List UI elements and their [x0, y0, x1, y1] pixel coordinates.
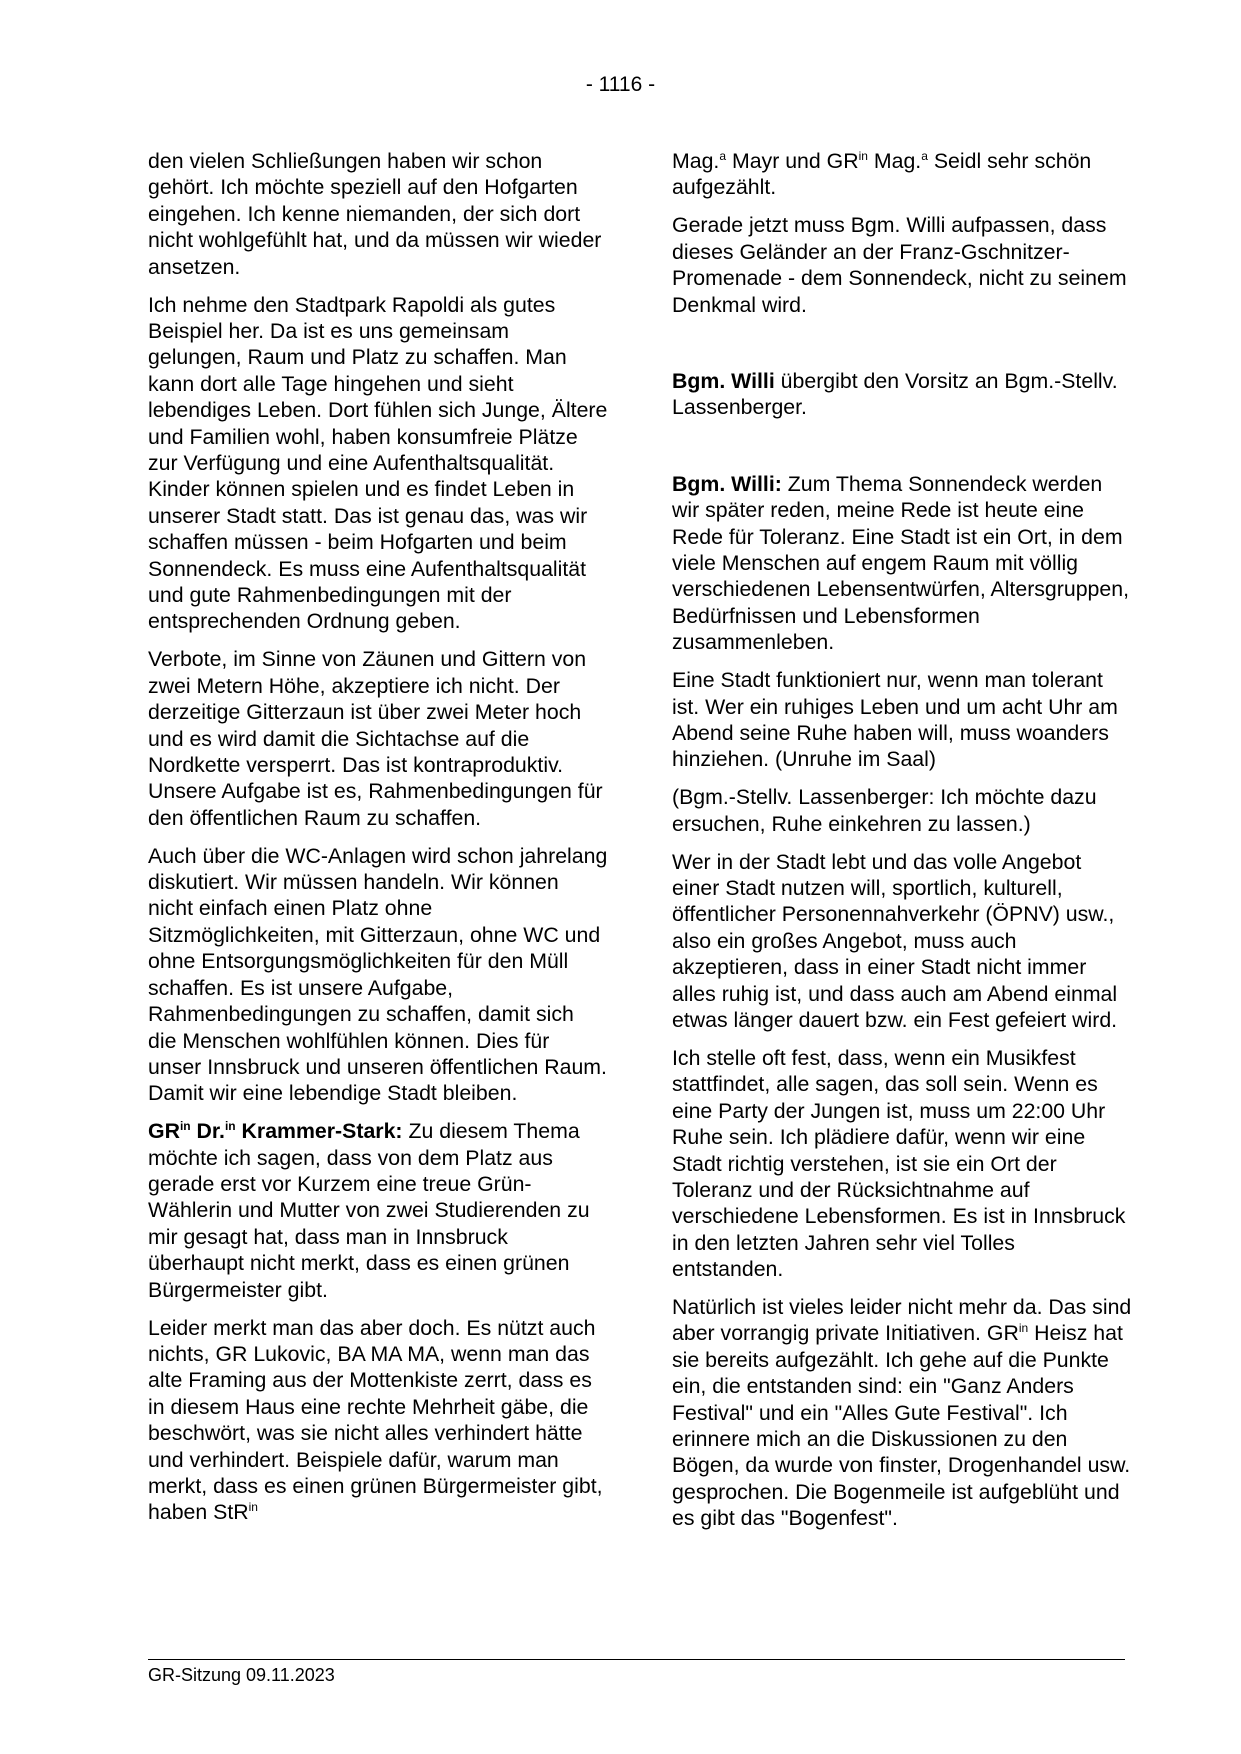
paragraph: Auch über die WC-Anlagen wird schon jahrelang diskutiert. Wir müssen handeln. Wir können nicht einfach einen Platz ohne Sitzmöglichkeiten, mit Gitterzaun, ohne WC und ohne Entsorgungsmöglichkeiten für den Müll schaffen. Es ist unsere Aufgabe, Rahmenbedingungen zu schaffen, damit sich die Menschen wohlfühlen können. Dies für unser Innsbruck und unseren öffentlichen Raum. Damit wir eine lebendige Stadt bleiben. — [148, 843, 608, 1106]
speech-text: Zum Thema Sonnendeck werden wir später reden, meine Rede ist heute eine Rede für Toleranz. Eine Stadt ist ein Ort, in dem viele Menschen auf engem Raum mit völlig verschiedenen Lebensentwürfen, Altersgruppen, Bedürfnissen und Lebensformen zusammenleben. — [672, 471, 1130, 655]
paragraph: Natürlich ist vieles leider nicht mehr da. Das sind aber vorrangig private Initiativen. $GR^{in}$ Heisz hat sie bereits aufgezählt. Ich gehe auf die Punkte ein, die entstanden sind: ein "Ganz Anders Festival" und ein "Alles Gute Festival". Ich erinnere mich an die Diskussionen zu den Bögen, da wurde von finster, Drogenhandel usw. gesprochen. Die Bogenmeile ist aufgeblüht und es gibt das "Bogenfest". — [672, 1295, 1132, 1531]
interjection: (Bgm.-Stellv. Lassenberger: Ich möchte dazu ersuchen, Ruhe einkehren zu lassen.) — [672, 785, 1097, 836]
footer-text: GR-Sitzung 09.11.2023 — [148, 1665, 335, 1685]
speaker-name: Bgm. Willi: — [672, 471, 782, 496]
paragraph: Leider merkt man das aber doch. Es nützt auch nichts, GR Lukovic, BA MA MA, wenn man das alte Framing aus der Mottenkiste zerrt, dass es in diesem Haus eine rechte Mehrheit gäbe, die beschwört, was sie nicht alles verhindert hätte und verhindert. Beispiele dafür, warum man merkt, dass es einen grünen Bürgermeister gibt, haben StR$^{in}$ — [148, 1315, 603, 1525]
paragraph: Gerade jetzt muss Bgm. Willi aufpassen, dass dieses Geländer an der Franz-Gschnitzer-Promenade - dem Sonnendeck, nicht zu seinem Denkmal wird. — [672, 213, 1127, 317]
paragraph: Verbote, im Sinne von Zäunen und Gittern von zwei Metern Höhe, akzeptiere ich nicht. Der derzeitige Gitterzaun ist über zwei Meter hoch und es wird damit die Sichtachse auf die Nordkette versperrt. Das ist kontraproduktiv. Unsere Aufgabe ist es, Rahmenbedingungen für den öffentlichen Raum zu schaffen. — [148, 647, 603, 830]
paragraph: den vielen Schließungen haben wir schon gehört. Ich möchte speziell auf den Hofgarten eingehen. Ich kenne niemanden, der sich dort nicht wohlgefühlt hat, und da müssen wir wieder ansetzen. — [148, 149, 602, 279]
speech-paragraph — [148, 1118, 608, 1303]
speech-paragraph — [672, 471, 1132, 656]
paragraph: Ich stelle oft fest, dass, wenn ein Musikfest stattfindet, alle sagen, das soll sein. Wenn es eine Party der Jungen ist, muss um 22:00 Uhr Ruhe sein. Ich plädiere dafür, wenn wir eine Stadt richtig verstehen, ist sie ein Ort der Toleranz und der Rücksichtnahme auf verschiedene Lebensformen. Es ist in Innsbruck in den letzten Jahren sehr viel Tolles entstanden. — [672, 1045, 1126, 1282]
paragraph: Eine Stadt funktioniert nur, wenn man tolerant ist. Wer ein ruhiges Leben und um acht Uhr am Abend seine Ruhe haben will, muss woanders hinziehen. (Unruhe im Saal) — [672, 668, 1118, 772]
page-number: - 1116 - — [585, 73, 656, 96]
paragraph: Ich nehme den Stadtpark Rapoldi als gutes Beispiel her. Da ist es uns gemeinsam gelungen, Raum und Platz zu schaffen. Man kann dort alle Tage hingehen und sieht lebendiges Leben. Dort fühlen sich Junge, Ältere und Familien wohl, haben konsumfreie Plätze zur Verfügung und eine Aufenthaltsqualität. Kinder können spielen und es findet Leben in unserer Stadt statt. Das ist genau das, was wir schaffen müssen - beim Hofgarten und beim Sonnendeck. Es muss eine Aufenthaltsqualität und gute Rahmenbedingungen mit der entsprechenden Ordnung geben. — [148, 292, 608, 634]
speaker-name: Bgm. Willi — [672, 368, 775, 393]
footer-divider — [148, 1659, 1125, 1660]
speech-text: Zu diesem Thema möchte ich sagen, dass von dem Platz aus gerade erst vor Kurzem eine treue Grün-Wählerin und Mutter von zwei Studierenden zu mir gesagt hat, dass man in Innsbruck überhaupt nicht merkt, dass es einen grünen Bürgermeister gibt. — [148, 1119, 590, 1302]
paragraph: Mag.$^a$ Mayr und $GR^{in}$ Mag.$^a$ Seidl sehr schön aufgezählt. — [672, 149, 1092, 200]
speaker-name: $GR^{in}$ Dr.$^{in}$ Krammer-Stark: — [148, 1119, 403, 1144]
paragraph: Wer in der Stadt lebt und das volle Angebot einer Stadt nutzen will, sportlich, kulturell, öffentlicher Personennahverkehr (ÖPNV) usw., also ein großes Angebot, muss auch akzeptieren, dass in einer Stadt nicht immer alles ruhig ist, und dass auch am Abend einmal etwas länger dauert bzw. ein Fest gefeiert wird. — [672, 849, 1118, 1032]
procedural-note: Bgm. Willi übergibt den Vorsitz an Bgm.-Stellv. Lassenberger. — [672, 368, 1118, 420]
left-column — [148, 148, 608, 1537]
right-column — [672, 148, 1132, 1543]
